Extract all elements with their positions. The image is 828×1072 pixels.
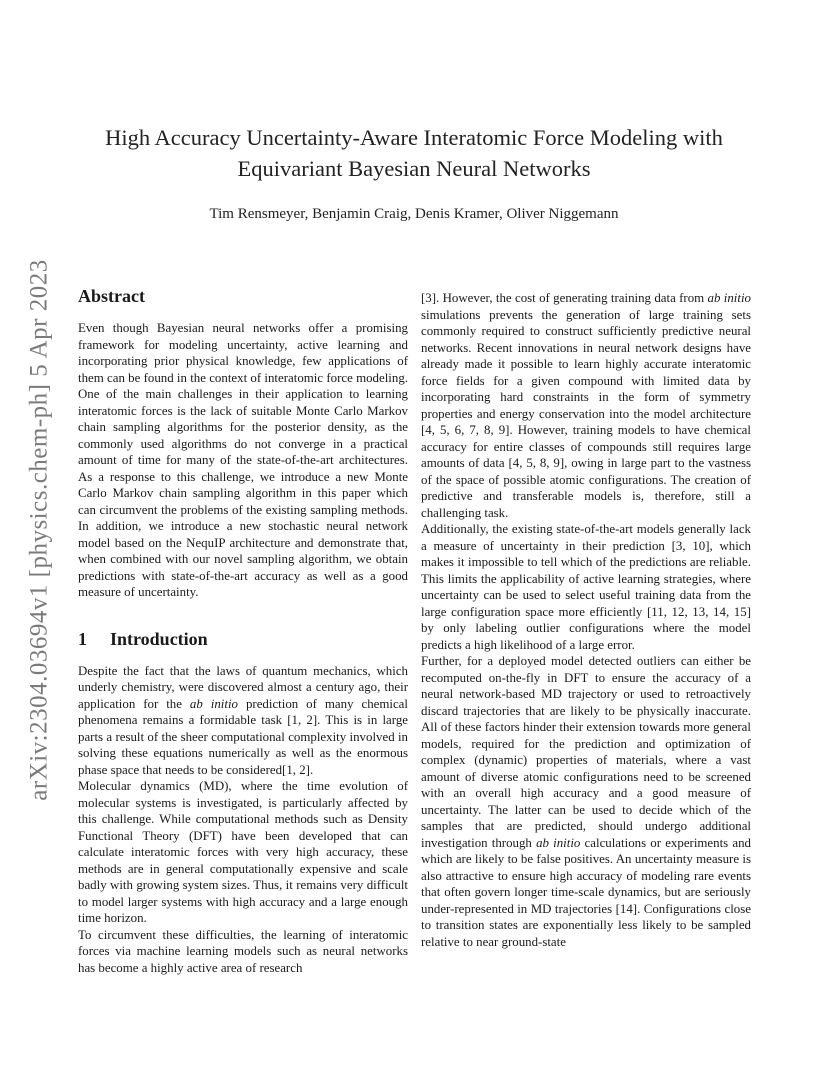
- arxiv-identifier-stamp: [22, 240, 58, 820]
- intro-paragraph-2: Molecular dynamics (MD), where the time evolution of molecular systems is investigated, is particularly affected by this challenge. While computational methods such as Density Functional Theory (DFT) have been developed that can calculate interatomic forces with very high accuracy, these methods are in general computationally expensive and scale badly with growing system sizes. Thus, it remains very difficult to model larger systems with high accuracy and a large enough time horizon.: [78, 779, 408, 925]
- right-p3-part-b: calculations or experiments and which are likely to be false positives. An uncertainty measure is also attractive to ensure high accuracy of modeling rare events that often govern longer time-scale dynamics, but are seriously under-represented in MD trajectories [14]. Configurations close to transition states are exponentially less likely to be sampled relative to near ground-state: [421, 835, 751, 949]
- abstract-heading: Abstract: [78, 286, 145, 306]
- arxiv-identifier-text: arXiv:2304.03694v1 [physics.chem-ph] 5 Apr 2023: [26, 259, 54, 801]
- section-number: 1: [78, 628, 87, 649]
- right-column: [421, 290, 751, 950]
- right-p1-emphasis: ab initio: [707, 291, 751, 305]
- right-p3-part-a: Further, for a deployed model detected outliers can either be recomputed on-the-fly in DFT to ensure the accuracy of a neural network-based MD trajectory or used to retroactively discard trajectories that are likely to be physically inaccurate. All of these factors hinder their extension towards more general models, required for the prediction and optimization of complex (dynamic) properties of materials, where a vast amount of diverse atomic configurations need to be screened with an overall high accuracy and a good measure of uncertainty. The latter can be used to decide which of the samples that are predicted, should undergo additional investigation through: [421, 654, 751, 850]
- intro-paragraph-1: [78, 663, 408, 779]
- intro-p1-part-a: Despite the fact that the laws of quantum mechanics, which underly chemistry, were discovered almost a century ago, their application for the: [78, 663, 408, 711]
- introduction-heading: [78, 629, 408, 650]
- right-paragraph-2: Additionally, the existing state-of-the-art models generally lack a measure of uncertainty in their prediction [3, 10], which makes it impossible to tell which of the predictions are reliable. This limits the applicability of active learning strategies, where uncertainty can be used to select useful training data from the large configuration space more efficiently [11, 12, 13, 14, 15] by only labeling outlier configurations where the model predicts a high likelihood of a large error.: [421, 522, 751, 652]
- intro-p1-emphasis: ab initio: [189, 696, 238, 711]
- intro-p1-part-b: prediction of many chemical phenomena remains a formidable task [1, 2]. This is in large parts a result of the sheer computational complexity involved in solving these equations numerically as well as the enormous phase space that needs to be considered[1, 2].: [78, 696, 408, 777]
- left-column: [78, 286, 408, 976]
- title-line-1: High Accuracy Uncertainty-Aware Interatomic Force Modeling with: [105, 125, 723, 150]
- section-title: Introduction: [110, 628, 208, 649]
- right-paragraph-1: [421, 290, 751, 521]
- author-list: Tim Rensmeyer, Benjamin Craig, Denis Kramer, Oliver Niggemann: [209, 206, 619, 222]
- right-p1-part-a: [3]. However, the cost of generating training data from: [421, 291, 708, 305]
- paper-title: [60, 122, 768, 184]
- abstract-text: Even though Bayesian neural networks offer a promising framework for modeling uncertainty, active learning and incorporating prior physical knowledge, few applications of them can be found in the context of interatomic force modeling. One of the main challenges in their application to learning interatomic forces is the lack of suitable Monte Carlo Markov chain sampling algorithms for the posterior density, as the commonly used algorithms do not converge in a practical amount of time for many of the state-of-the-art architectures. As a response to this challenge, we introduce a new Monte Carlo Markov chain sampling algorithm in this paper which can circumvent the problems of the existing sampling methods. In addition, we introduce a new stochastic neural network model based on the NequIP architecture and demonstrate that, when combined with our novel sampling algorithm, we obtain predictions with state-of-the-art accuracy as well as a good measure of uncertainty.: [78, 321, 408, 599]
- right-paragraph-3: [421, 653, 751, 950]
- right-p3-emphasis: ab initio: [536, 835, 581, 850]
- title-line-2: Equivariant Bayesian Neural Networks: [237, 156, 591, 181]
- right-p1-part-b: simulations prevents the generation of large training sets commonly required to construct sufficiently predictive neural networks. Recent innovations in neural network designs have already made it possible to learn highly accurate interatomic force fields for a given compound with limited data by incorporating hard constraints in the form of symmetry properties and energy conservation into the model architecture [4, 5, 6, 7, 8, 9]. However, training models to have chemical accuracy for entire classes of compounds still requires large amounts of data [4, 5, 8, 9], owing in large part to the vastness of the space of possible atomic configurations. The creation of predictive and transferable models is, therefore, still a challenging task.: [421, 307, 751, 520]
- intro-paragraph-3: To circumvent these difficulties, the learning of interatomic forces via machine learning models such as neural networks has become a highly active area of research: [78, 927, 408, 975]
